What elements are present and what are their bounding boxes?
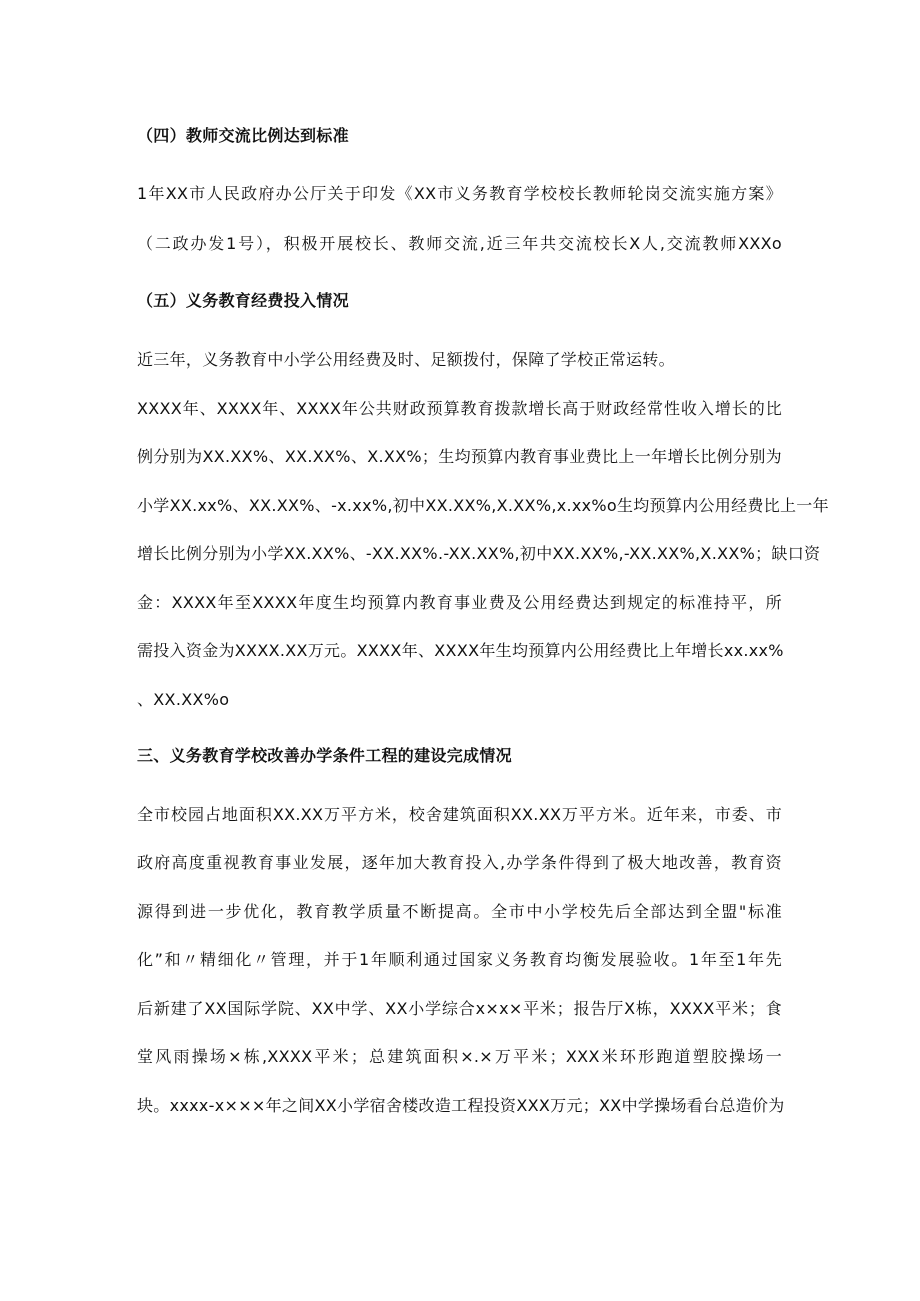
paragraph-line: 源得到进一步优化，教育教学质量不断提高。全市中小学校先后全部达到全盟"标准 — [137, 902, 782, 921]
section-heading-funding: （五）义务教育经费投入情况 — [137, 291, 349, 310]
section-heading-teacher-exchange: （四）教师交流比例达到标准 — [137, 126, 349, 145]
paragraph-line: 块。xxxx-x×××年之间XX小学宿舍楼改造工程投资XXX万元；XX中学操场看台总造价为 — [137, 1096, 785, 1115]
paragraph-line: XXXX年、XXXX年、XXXX年公共财政预算教育拨款增长高于财政经常性收入增长的比 — [137, 399, 782, 418]
paragraph-line: 政府高度重视教育事业发展，逐年加大教育投入,办学条件得到了极大地改善，教育资 — [137, 853, 782, 872]
paragraph-line: （二政办发1号），积极开展校长、教师交流,近三年共交流校长X人,交流教师XXXo — [137, 234, 782, 253]
paragraph-line: 例分别为XX.XX%、XX.XX%、X.XX%；生均预算内教育事业费比上一年增长比例分别为 — [137, 447, 782, 466]
paragraph-line: 全市校园占地面积XX.XX万平方米，校舍建筑面积XX.XX万平方米。近年来，市委、市 — [137, 805, 782, 824]
paragraph-line: 后新建了XX国际学院、XX中学、XX小学综合x×x×平米；报告厅X栋，XXXX平米；食 — [137, 999, 782, 1018]
paragraph-line: 化”和〃精细化〃管理，并于1年顺利通过国家义务教育均衡发展验收。1年至1年先 — [137, 950, 782, 969]
section-heading-school-conditions: 三、义务教育学校改善办学条件工程的建设完成情况 — [137, 746, 512, 765]
paragraph-line: 、XX.XX%o — [137, 690, 230, 709]
paragraph-line: 1年XX市人民政府办公厅关于印发《XX市义务教育学校校长教师轮岗交流实施方案》 — [137, 184, 782, 203]
paragraph-line: 需投入资金为XXXX.XX万元。XXXX年、XXXX年生均预算内公用经费比上年增长xx.xx% — [137, 641, 784, 660]
paragraph-line: 金：XXXX年至XXXX年度生均预算内教育事业费及公用经费达到规定的标准持平，所 — [137, 593, 782, 612]
paragraph-line: 小学XX.xx%、XX.XX%、-x.xx%,初中XX.XX%,X.XX%,x.xx%o生均预算内公用经费比上一年 — [137, 496, 829, 515]
paragraph-line: 近三年，义务教育中小学公用经费及时、足额拨付，保障了学校正常运转。 — [137, 350, 675, 369]
paragraph-line: 堂风雨操场×栋,XXXX平米；总建筑面积×.×万平米；XXX米环形跑道塑胶操场一 — [137, 1047, 782, 1066]
paragraph-line: 增长比例分别为小学XX.XX%、-XX.XX%.-XX.XX%,初中XX.XX%,-XX.XX%,X.XX%；缺口资 — [137, 544, 821, 563]
